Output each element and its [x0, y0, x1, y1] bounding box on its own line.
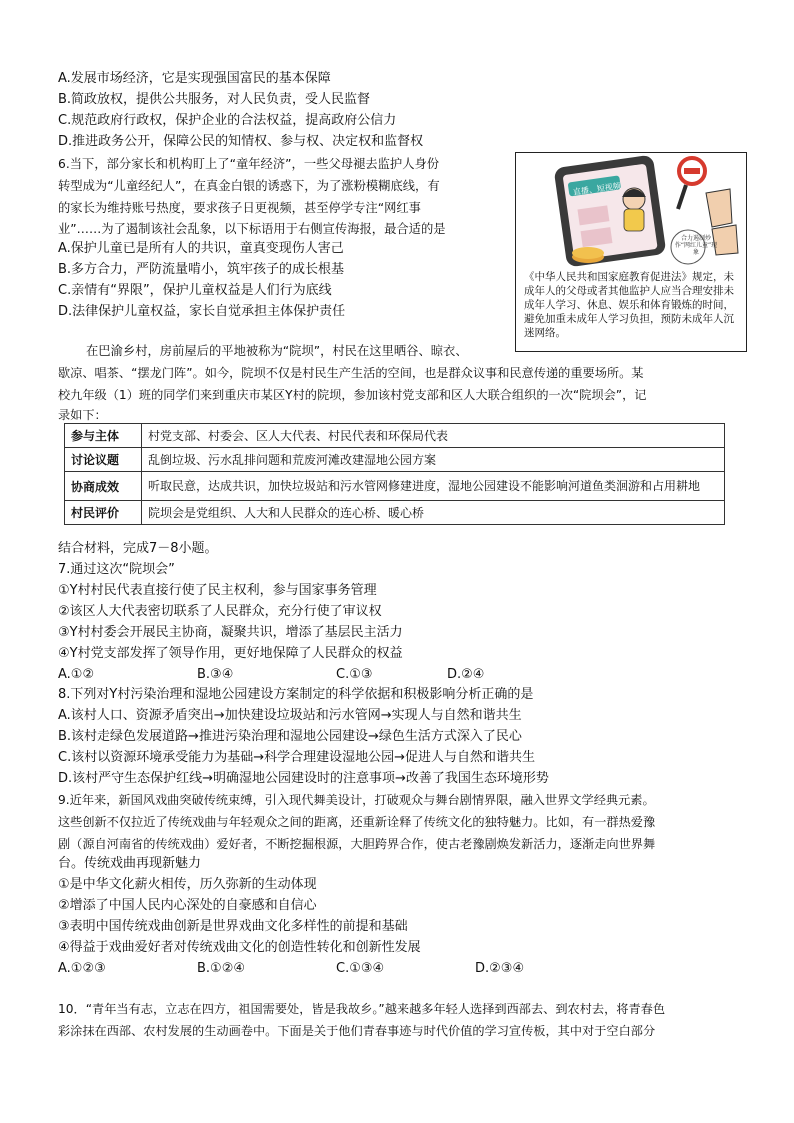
material-line-3: 校九年级（1）班的同学们来到重庆市某区Y村的院坝，参加该村党支部和区人大联合组织的一次“院坝会”，记	[58, 388, 647, 402]
q9-statement-2: ②增添了中国人民内心深处的自豪感和自信心	[58, 898, 317, 913]
q7-choice-d: D.②④	[447, 667, 485, 682]
q6-stem-line-1: 6.当下，部分家长和机构盯上了“童年经济”，一些父母褪去监护人身份	[58, 157, 440, 171]
table-row	[65, 472, 725, 501]
q7-statement-2: ②该区人大代表密切联系了人民群众，充分行使了审议权	[58, 604, 382, 619]
table-row	[65, 501, 725, 525]
table-row	[65, 448, 725, 472]
q5-option-d: D.推进政务公开，保障公民的知情权、参与权、决定权和监督权	[58, 134, 424, 149]
q9-choice-b: B.①②④	[197, 961, 246, 976]
q6-option-c: C.亲情有“界限”，保护儿童权益是人们行为底线	[58, 283, 332, 298]
meeting-record-table	[64, 423, 725, 525]
poster-tag: 直播、短视频	[572, 181, 622, 197]
table-key: 协商成效	[65, 472, 142, 501]
poster-caption: 《中华人民共和国家庭教育促进法》规定，未成年人的父母或者其他监护人应当合理安排未成年人学习、休息、娱乐和体育锻炼的时间，避免加重未成年人学习负担，预防未成年人沉迷网络。	[524, 271, 734, 339]
q9-stem-line-1: 9.近年来，新国风戏曲突破传统束缚，引入现代舞美设计，打破观众与舞台剧情界限，融入世界文学经典元素。	[58, 793, 655, 807]
material-line-2: 歇凉、唱茶、“摆龙门阵”。如今，院坝不仅是村民生产生活的空间，也是群众议事和民意传递的重要场所。某	[58, 366, 644, 380]
table-value: 乱倒垃圾、污水乱排问题和荒废河滩改建湿地公园方案	[142, 448, 725, 472]
q7-statement-1: ①Y村村民代表直接行使了民主权利，参与国家事务管理	[58, 583, 377, 598]
table-value: 村党支部、村委会、区人大代表、村民代表和环保局代表	[142, 424, 725, 448]
table-value: 院坝会是党组织、人大和人民群众的连心桥、暖心桥	[142, 501, 725, 525]
q7-choice-c: C.①③	[336, 667, 373, 682]
q7-choice-a: A.①②	[58, 667, 95, 682]
q6-option-a: A.保护儿童已是所有人的共识，童真变现伤人害己	[58, 241, 344, 256]
q6-stem-line-3: 的家长为维持账号热度，要求孩子日更视频，甚至停学专注“网红事	[58, 201, 421, 215]
table-value: 听取民意，达成共识，加快垃圾站和污水管网修建进度，湿地公园建设不能影响河道鱼类洄游和占用耕地	[142, 472, 725, 501]
table-key: 村民评价	[65, 501, 142, 525]
q8-option-b: B.该村走绿色发展道路→推进污染治理和湿地公园建设→绿色生活方式深入了民心	[58, 729, 522, 744]
q6-stem-line-4: 业”……为了遏制该社会乱象，以下标语用于右侧宣传海报，最合适的是	[58, 222, 446, 236]
material-line-4: 录如下：	[58, 408, 107, 422]
q9-stem-line-3: 剧（源自河南省的传统戏曲）爱好者，不断挖掘根源，大胆跨界合作，使古老豫剧焕发新活力，逐渐走向世界舞	[58, 837, 656, 851]
table-row	[65, 424, 725, 448]
q8-option-c: C.该村以资源环境承受能力为基础→科学合理建设湿地公园→促进人与自然和谐共生	[58, 750, 535, 765]
q8-option-a: A.该村人口、资源矛盾突出→加快建设垃圾站和污水管网→实现人与自然和谐共生	[58, 708, 522, 723]
q9-choice-a: A.①②③	[58, 961, 106, 976]
q6-stem-line-2: 转型成为“儿童经纪人”，在真金白银的诱惑下，为了涨粉模糊底线，有	[58, 179, 440, 193]
q9-statement-1: ①是中华文化薪火相传，历久弥新的生动体现	[58, 877, 317, 892]
q5-option-b: B.简政放权，提供公共服务，对人民负责，受人民监督	[58, 92, 371, 107]
q9-choice-c: C.①③④	[336, 961, 385, 976]
q9-statement-3: ③表明中国传统戏曲创新是世界戏曲文化多样性的前提和基础	[58, 919, 408, 934]
q8-option-d: D.该村严守生态保护红线→明确湿地公园建设时的注意事项→改善了我国生态环境形势	[58, 771, 549, 786]
q9-stem-line-4: 台。传统戏曲再现新魅力	[58, 856, 202, 871]
table-key: 参与主体	[65, 424, 142, 448]
q10-line-2: 彩涂抹在西部、农村发展的生动画卷中。下面是关于他们青春事迹与时代价值的学习宣传板，其中对于空白部分	[58, 1024, 656, 1038]
q7-choice-b: B.③④	[197, 667, 234, 682]
q7-statement-4: ④Y村党支部发挥了领导作用，更好地保障了人民群众的权益	[58, 646, 403, 661]
poster-badge: 合力遏制炒作“网红儿童”现象	[674, 235, 718, 256]
q9-choice-d: D.②③④	[475, 961, 525, 976]
q6-option-d: D.法律保护儿童权益，家长自觉承担主体保护责任	[58, 304, 346, 319]
q10-line-1: 10．“青年当有志，立志在四方，祖国需要处，皆是我故乡。”越来越多年轻人选择到西部去、到农村去，将青春色	[58, 1002, 666, 1016]
material-instruction: 结合材料，完成7－8小题。	[58, 541, 218, 556]
q9-stem-line-2: 这些创新不仅拉近了传统戏曲与年轻观众之间的距离，还重新诠释了传统文化的独特魅力。比如，有一群热爱豫	[58, 815, 656, 829]
q6-option-b: B.多方合力，严防流量啃小，筑牢孩子的成长根基	[58, 262, 345, 277]
q5-option-a: A.发展市场经济，它是实现强国富民的基本保障	[58, 71, 331, 86]
q7-statement-3: ③Y村村委会开展民主协商，凝聚共识，增添了基层民主活力	[58, 625, 403, 640]
material-line-1: 在巴渝乡村，房前屋后的平地被称为“院坝”，村民在这里晒谷、晾衣、	[86, 344, 468, 358]
q5-option-c: C.规范政府行政权，保护企业的合法权益，提高政府公信力	[58, 113, 397, 128]
q7-stem: 7.通过这次“院坝会”	[58, 562, 175, 577]
q8-stem: 8.下列对Y村污染治理和湿地公园建设方案制定的科学依据和积极影响分析正确的是	[58, 687, 534, 702]
table-key: 讨论议题	[65, 448, 142, 472]
q9-statement-4: ④得益于戏曲爱好者对传统戏曲文化的创造性转化和创新性发展	[58, 940, 421, 955]
